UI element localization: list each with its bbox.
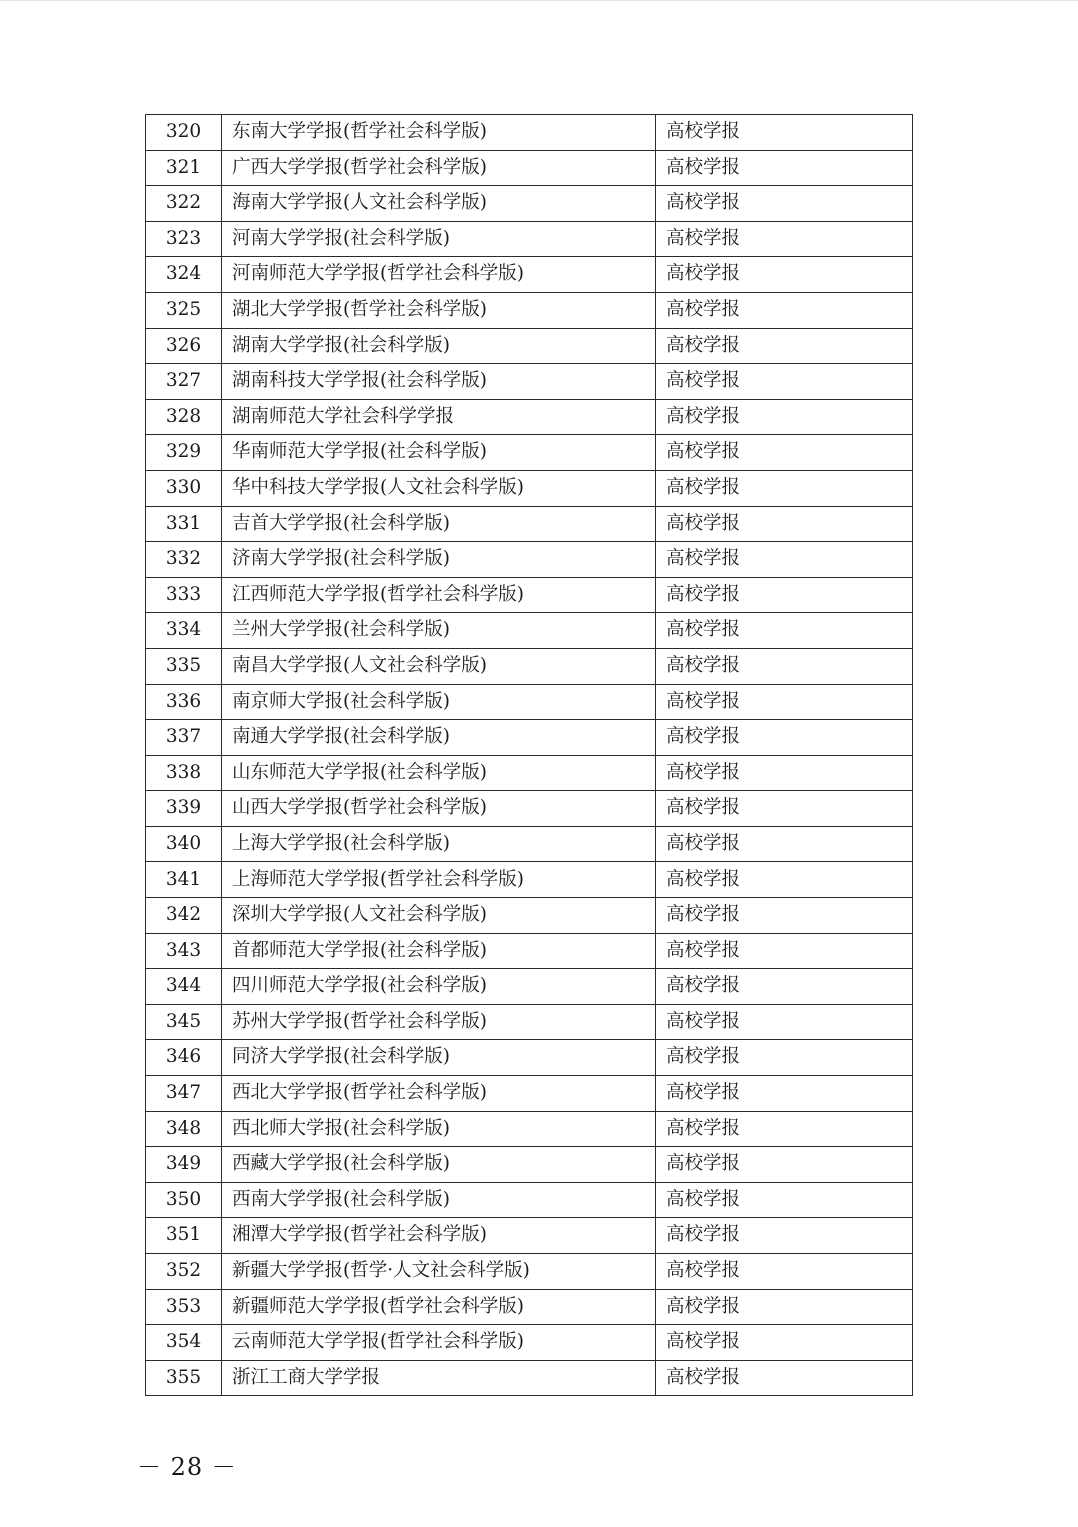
journal-name-cell: 兰州大学学报(社会科学版) (222, 613, 656, 649)
journal-category-cell: 高校学报 (656, 542, 913, 578)
table-row (146, 933, 913, 969)
journal-category-cell: 高校学报 (656, 648, 913, 684)
journal-list-body (146, 115, 913, 1396)
journal-name-cell: 湖北大学学报(哲学社会科学版) (222, 292, 656, 328)
journal-name-cell: 湖南师范大学社会科学学报 (222, 399, 656, 435)
journal-category-cell: 高校学报 (656, 150, 913, 186)
journal-name-cell: 浙江工商大学学报 (222, 1360, 656, 1396)
row-number-cell: 344 (146, 969, 222, 1005)
journal-name-cell: 南通大学学报(社会科学版) (222, 720, 656, 756)
journal-category-cell: 高校学报 (656, 1218, 913, 1254)
journal-category-cell: 高校学报 (656, 577, 913, 613)
table-row (146, 1147, 913, 1183)
top-edge-rule (0, 0, 1078, 1)
journal-name-cell: 湘潭大学学报(哲学社会科学版) (222, 1218, 656, 1254)
table-row (146, 648, 913, 684)
table-row (146, 364, 913, 400)
journal-name-cell: 西北师大学报(社会科学版) (222, 1111, 656, 1147)
journal-name-cell: 上海大学学报(社会科学版) (222, 826, 656, 862)
table-row (146, 791, 913, 827)
journal-name-cell: 西南大学学报(社会科学版) (222, 1182, 656, 1218)
journal-name-cell: 湖南大学学报(社会科学版) (222, 328, 656, 364)
row-number-cell: 337 (146, 720, 222, 756)
row-number-cell: 331 (146, 506, 222, 542)
journal-name-cell: 苏州大学学报(哲学社会科学版) (222, 1004, 656, 1040)
table-row (146, 969, 913, 1005)
row-number-cell: 339 (146, 791, 222, 827)
journal-name-cell: 同济大学学报(社会科学版) (222, 1040, 656, 1076)
journal-name-cell: 南昌大学学报(人文社会科学版) (222, 648, 656, 684)
journal-category-cell: 高校学报 (656, 791, 913, 827)
table-row (146, 257, 913, 293)
journal-category-cell: 高校学报 (656, 1076, 913, 1112)
table-row (146, 399, 913, 435)
row-number-cell: 346 (146, 1040, 222, 1076)
row-number-cell: 328 (146, 399, 222, 435)
row-number-cell: 347 (146, 1076, 222, 1112)
row-number-cell: 345 (146, 1004, 222, 1040)
row-number-cell: 320 (146, 115, 222, 151)
journal-name-cell: 广西大学学报(哲学社会科学版) (222, 150, 656, 186)
row-number-cell: 342 (146, 898, 222, 934)
journal-category-cell: 高校学报 (656, 898, 913, 934)
row-number-cell: 335 (146, 648, 222, 684)
journal-name-cell: 深圳大学学报(人文社会科学版) (222, 898, 656, 934)
journal-category-cell: 高校学报 (656, 1325, 913, 1361)
table-row (146, 292, 913, 328)
journal-category-cell: 高校学报 (656, 1254, 913, 1290)
row-number-cell: 349 (146, 1147, 222, 1183)
table-row (146, 1218, 913, 1254)
row-number-cell: 323 (146, 221, 222, 257)
table-row (146, 1254, 913, 1290)
journal-category-cell: 高校学报 (656, 969, 913, 1005)
journal-name-cell: 海南大学学报(人文社会科学版) (222, 186, 656, 222)
row-number-cell: 327 (146, 364, 222, 400)
table-row (146, 542, 913, 578)
journal-name-cell: 济南大学学报(社会科学版) (222, 542, 656, 578)
row-number-cell: 338 (146, 755, 222, 791)
table-row (146, 720, 913, 756)
journal-name-cell: 吉首大学学报(社会科学版) (222, 506, 656, 542)
row-number-cell: 355 (146, 1360, 222, 1396)
row-number-cell: 350 (146, 1182, 222, 1218)
journal-category-cell: 高校学报 (656, 435, 913, 471)
journal-name-cell: 新疆师范大学学报(哲学社会科学版) (222, 1289, 656, 1325)
journal-category-cell: 高校学报 (656, 755, 913, 791)
journal-name-cell: 四川师范大学学报(社会科学版) (222, 969, 656, 1005)
row-number-cell: 325 (146, 292, 222, 328)
journal-category-cell: 高校学报 (656, 364, 913, 400)
table-row (146, 115, 913, 151)
row-number-cell: 326 (146, 328, 222, 364)
table-row (146, 1182, 913, 1218)
journal-name-cell: 河南大学学报(社会科学版) (222, 221, 656, 257)
journal-category-cell: 高校学报 (656, 862, 913, 898)
table-row (146, 221, 913, 257)
table-row (146, 186, 913, 222)
journal-category-cell: 高校学报 (656, 684, 913, 720)
table-row (146, 826, 913, 862)
journal-name-cell: 江西师范大学学报(哲学社会科学版) (222, 577, 656, 613)
page-number: － 28 － (137, 1453, 237, 1481)
journal-name-cell: 东南大学学报(哲学社会科学版) (222, 115, 656, 151)
journal-category-cell: 高校学报 (656, 292, 913, 328)
journal-name-cell: 湖南科技大学学报(社会科学版) (222, 364, 656, 400)
journal-category-cell: 高校学报 (656, 1182, 913, 1218)
table-row (146, 1360, 913, 1396)
row-number-cell: 329 (146, 435, 222, 471)
row-number-cell: 322 (146, 186, 222, 222)
journal-category-cell: 高校学报 (656, 186, 913, 222)
row-number-cell: 324 (146, 257, 222, 293)
row-number-cell: 336 (146, 684, 222, 720)
row-number-cell: 332 (146, 542, 222, 578)
journal-category-cell: 高校学报 (656, 1111, 913, 1147)
journal-category-cell: 高校学报 (656, 1147, 913, 1183)
table-row (146, 684, 913, 720)
journal-name-cell: 南京师大学报(社会科学版) (222, 684, 656, 720)
row-number-cell: 340 (146, 826, 222, 862)
row-number-cell: 334 (146, 613, 222, 649)
row-number-cell: 341 (146, 862, 222, 898)
table-row (146, 150, 913, 186)
journal-category-cell: 高校学报 (656, 221, 913, 257)
row-number-cell: 352 (146, 1254, 222, 1290)
table-row (146, 755, 913, 791)
journal-category-cell: 高校学报 (656, 115, 913, 151)
journal-category-cell: 高校学报 (656, 613, 913, 649)
journal-category-cell: 高校学报 (656, 328, 913, 364)
table-row (146, 328, 913, 364)
table-row (146, 435, 913, 471)
row-number-cell: 343 (146, 933, 222, 969)
journal-list-table (145, 114, 913, 1396)
table-row (146, 1076, 913, 1112)
table-row (146, 1289, 913, 1325)
row-number-cell: 321 (146, 150, 222, 186)
table-row (146, 470, 913, 506)
journal-name-cell: 云南师范大学学报(哲学社会科学版) (222, 1325, 656, 1361)
journal-category-cell: 高校学报 (656, 1004, 913, 1040)
table-row (146, 1111, 913, 1147)
journal-name-cell: 河南师范大学学报(哲学社会科学版) (222, 257, 656, 293)
journal-category-cell: 高校学报 (656, 1360, 913, 1396)
journal-category-cell: 高校学报 (656, 1289, 913, 1325)
row-number-cell: 353 (146, 1289, 222, 1325)
journal-name-cell: 华中科技大学学报(人文社会科学版) (222, 470, 656, 506)
journal-category-cell: 高校学报 (656, 506, 913, 542)
table-row (146, 577, 913, 613)
journal-name-cell: 西藏大学学报(社会科学版) (222, 1147, 656, 1183)
row-number-cell: 348 (146, 1111, 222, 1147)
journal-name-cell: 山东师范大学学报(社会科学版) (222, 755, 656, 791)
table-row (146, 1040, 913, 1076)
row-number-cell: 330 (146, 470, 222, 506)
journal-name-cell: 西北大学学报(哲学社会科学版) (222, 1076, 656, 1112)
table-row (146, 862, 913, 898)
journal-category-cell: 高校学报 (656, 257, 913, 293)
journal-name-cell: 首都师范大学学报(社会科学版) (222, 933, 656, 969)
journal-category-cell: 高校学报 (656, 720, 913, 756)
journal-name-cell: 上海师范大学学报(哲学社会科学版) (222, 862, 656, 898)
journal-category-cell: 高校学报 (656, 826, 913, 862)
journal-category-cell: 高校学报 (656, 933, 913, 969)
row-number-cell: 351 (146, 1218, 222, 1254)
table-row (146, 898, 913, 934)
journal-category-cell: 高校学报 (656, 1040, 913, 1076)
journal-name-cell: 新疆大学学报(哲学·人文社会科学版) (222, 1254, 656, 1290)
row-number-cell: 333 (146, 577, 222, 613)
table-row (146, 506, 913, 542)
row-number-cell: 354 (146, 1325, 222, 1361)
journal-name-cell: 华南师范大学学报(社会科学版) (222, 435, 656, 471)
table-row (146, 1325, 913, 1361)
journal-category-cell: 高校学报 (656, 470, 913, 506)
journal-category-cell: 高校学报 (656, 399, 913, 435)
table-row (146, 613, 913, 649)
journal-name-cell: 山西大学学报(哲学社会科学版) (222, 791, 656, 827)
table-row (146, 1004, 913, 1040)
